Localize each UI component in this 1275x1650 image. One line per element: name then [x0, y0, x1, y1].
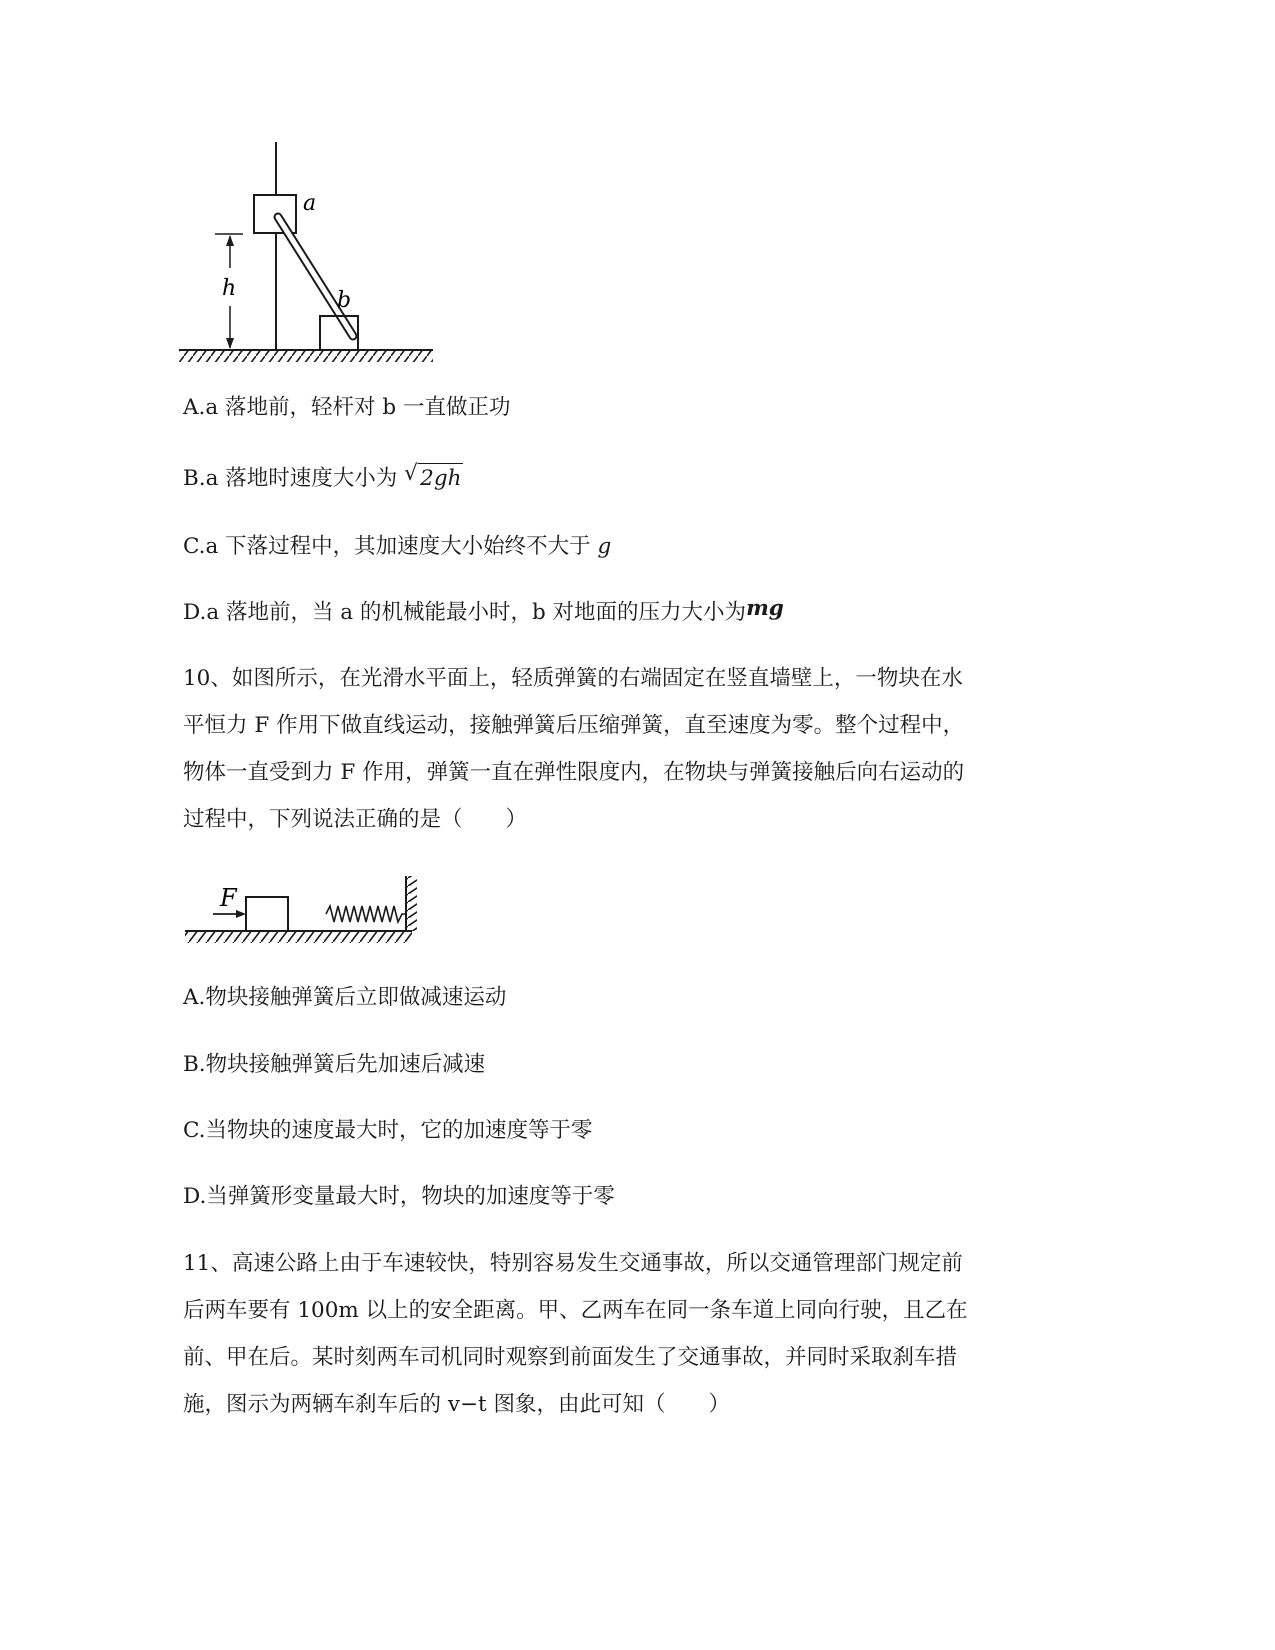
- q10-option-b: [183, 1050, 485, 1080]
- math-mg: mg: [746, 596, 784, 621]
- option-text: a 下落过程中，其加速度大小始终不大于: [205, 534, 591, 559]
- option-prefix: B.: [183, 1052, 206, 1077]
- label-a: a: [303, 191, 317, 216]
- option-text: 物块接触弹簧后立即做减速运动: [205, 985, 507, 1010]
- option-text: a 落地时速度大小为: [205, 466, 398, 491]
- q9-option-d: [183, 598, 784, 628]
- option-text: 当弹簧形变量最大时，物块的加速度等于零: [206, 1184, 615, 1209]
- option-prefix: C.: [183, 534, 206, 559]
- q9-option-b: [183, 463, 463, 494]
- option-text: 当物块的速度最大时，它的加速度等于零: [205, 1118, 593, 1143]
- math-g: g: [597, 534, 612, 559]
- label-h: h: [222, 276, 237, 301]
- q10-line: 10、如图所示，在光滑水平面上，轻质弹簧的右端固定在竖直墙壁上，一物块在水: [183, 666, 963, 691]
- option-prefix: D.: [183, 600, 207, 625]
- q9-option-a: [183, 393, 510, 423]
- q10-option-d: [183, 1182, 615, 1212]
- q10-option-c: [183, 1116, 593, 1146]
- q10-line: 平恒力 F 作用下做直线运动，接触弹簧后压缩弹簧，直至速度为零。整个过程中，: [183, 713, 965, 738]
- q10-option-a: [183, 983, 506, 1013]
- option-text: a 落地前，当 a 的机械能最小时，b 对地面的压力大小为: [206, 600, 747, 625]
- q11-line: 后两车要有 100m 以上的安全距离。甲、乙两车在同一条车道上同向行驶，且乙在: [183, 1298, 968, 1323]
- option-prefix: A.: [183, 985, 206, 1010]
- q9-option-c: [183, 532, 611, 562]
- q11-line: 前、甲在后。某时刻两车司机同时观察到前面发生了交通事故，并同时采取刹车措: [183, 1345, 958, 1370]
- label-F: F: [220, 884, 237, 912]
- option-text: a 落地前，轻杆对 b 一直做正功: [205, 395, 511, 420]
- option-prefix: A.: [183, 395, 206, 420]
- q10-line: 过程中，下列说法正确的是（ ）: [183, 807, 528, 832]
- q11-stem: [183, 1240, 1063, 1428]
- option-prefix: C.: [183, 1118, 206, 1143]
- option-prefix: B.: [183, 466, 206, 491]
- q10-line: 物体一直受到力 F 作用，弹簧一直在弹性限度内，在物块与弹簧接触后向右运动的: [183, 760, 965, 785]
- figure-rod-pole: [175, 140, 445, 365]
- sqrt-radicand: 2gh: [418, 463, 463, 494]
- sqrt-expression: √ 2gh: [404, 463, 463, 494]
- q11-line: 11、高速公路上由于车速较快，特别容易发生交通事故，所以交通管理部门规定前: [183, 1251, 963, 1276]
- q10-stem: [183, 655, 1063, 843]
- label-b: b: [337, 288, 352, 313]
- figure-spring-block: [180, 870, 425, 945]
- option-text: 物块接触弹簧后先加速后减速: [205, 1052, 486, 1077]
- q11-line: 施，图示为两辆车刹车后的 v−t 图象，由此可知（ ）: [183, 1392, 730, 1417]
- option-prefix: D.: [183, 1184, 207, 1209]
